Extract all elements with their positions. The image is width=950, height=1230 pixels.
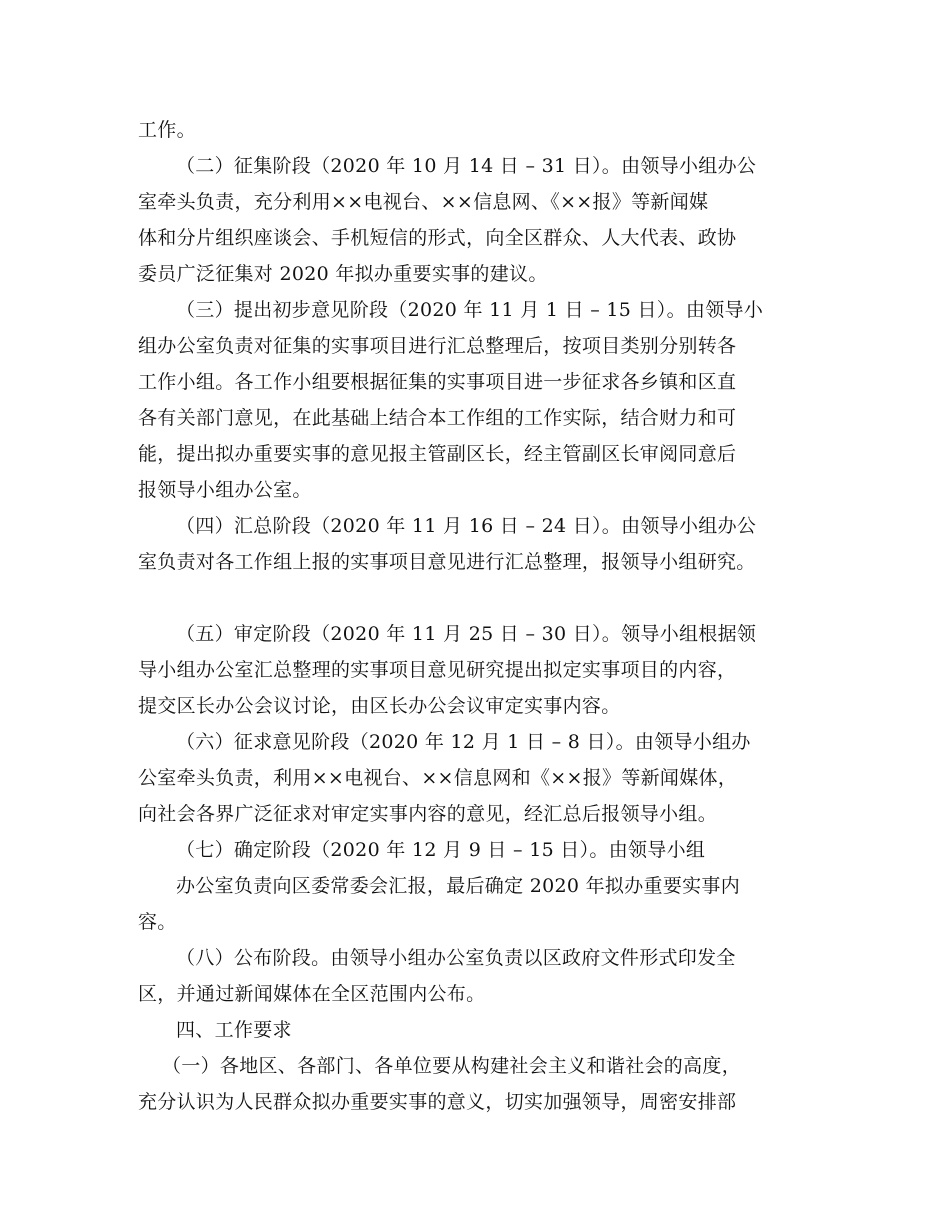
text-line: 体和分片组织座谈会、手机短信的形式，向全区群众、人大代表、政协 xyxy=(138,227,737,249)
text-line: 办公室负责向区委常委会汇报，最后确定 2020 年拟办重要实事内 xyxy=(176,875,741,897)
text-line: 充分认识为人民群众拟办重要实事的意义，切实加强领导，周密安排部 xyxy=(138,1091,737,1113)
text-line: 区，并通过新闻媒体在全区范围内公布。 xyxy=(138,983,486,1005)
text-line: 组办公室负责对征集的实事项目进行汇总整理后，按项目类别分别转各 xyxy=(138,335,737,357)
text-line: （五）审定阶段（2020 年 11 月 25 日 – 30 日）。领导小组根据领 xyxy=(176,623,757,645)
text-line: 各有关部门意见，在此基础上结合本工作组的工作实际，结合财力和可 xyxy=(138,407,737,429)
text-line: （一）各地区、各部门、各单位要从构建社会主义和谐社会的高度， xyxy=(162,1055,742,1077)
text-line: 导小组办公室汇总整理的实事项目意见研究提出拟定实事项目的内容， xyxy=(138,659,737,681)
text-line: （二）征集阶段（2020 年 10 月 14 日 – 31 日）。由领导小组办公 xyxy=(176,155,757,177)
text-line: （四）汇总阶段（2020 年 11 月 16 日 – 24 日）。由领导小组办公 xyxy=(176,515,757,537)
section-heading: 四、工作要求 xyxy=(176,1019,292,1041)
text-line: 公室牵头负责，利用××电视台、××信息网和《××报》等新闻媒体， xyxy=(138,767,738,789)
text-line: （七）确定阶段（2020 年 12 月 9 日 – 15 日）。由领导小组 xyxy=(176,839,706,861)
text-line: 向社会各界广泛征求对审定实事内容的意见，经汇总后报领导小组。 xyxy=(138,803,718,825)
text-line: （三）提出初步意见阶段（2020 年 11 月 1 日 – 15 日）。由领导小 xyxy=(176,299,764,321)
text-line: （八）公布阶段。由领导小组办公室负责以区政府文件形式印发全 xyxy=(176,947,736,969)
text-line: 室牵头负责，充分利用××电视台、××信息网、《××报》等新闻媒 xyxy=(138,191,709,213)
text-line: 工作。 xyxy=(138,119,196,141)
text-line: 提交区长办公会议讨论，由区长办公会议审定实事内容。 xyxy=(138,695,621,717)
text-line: 室负责对各工作组上报的实事项目意见进行汇总整理，报领导小组研究。 xyxy=(138,551,756,573)
text-line: 委员广泛征集对 2020 年拟办重要实事的建议。 xyxy=(138,263,548,285)
text-line: 报领导小组办公室。 xyxy=(138,479,312,501)
text-line: 容。 xyxy=(138,911,177,933)
text-line: （六）征求意见阶段（2020 年 12 月 1 日 – 8 日）。由领导小组办 xyxy=(176,731,751,753)
text-line: 工作小组。各工作小组要根据征集的实事项目进一步征求各乡镇和区直 xyxy=(138,371,737,393)
text-line: 能，提出拟办重要实事的意见报主管副区长，经主管副区长审阅同意后 xyxy=(138,443,737,465)
